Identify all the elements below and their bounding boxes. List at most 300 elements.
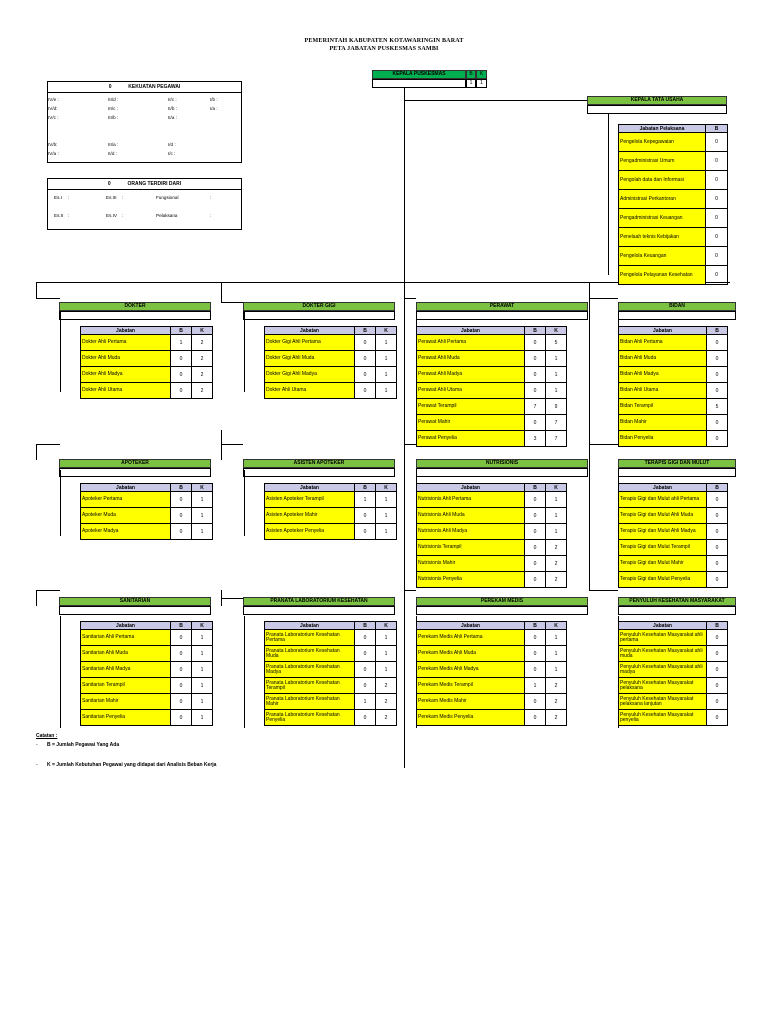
tata-usaha-bar: KEPALA TATA USAHA [587, 96, 727, 105]
b-value-cell: 0 [707, 556, 728, 572]
group-bar: SANITARIAN [59, 597, 211, 606]
jabatan-name-cell: Apoteker Pertama [81, 492, 171, 508]
summary-kekuatan-cell: II/b : [168, 106, 177, 111]
k-value-cell: 2 [546, 678, 567, 694]
group-bar: APOTEKER [59, 459, 211, 468]
jabatan-name-cell: Apoteker Madya [81, 524, 171, 540]
b-value-cell: 1 [171, 335, 192, 351]
b-value-cell: 0 [707, 630, 728, 646]
col-jabatan: Jabatan [81, 484, 171, 492]
summary-kekuatan-label: KEKUATAN PEGAWAI [128, 84, 181, 90]
col-k: K [192, 484, 213, 492]
b-value-cell: 0 [525, 572, 546, 588]
k-value-cell: 5 [546, 335, 567, 351]
col-jabatan: Jabatan [417, 327, 525, 335]
jabatan-name-cell: Sanitarian Mahir [81, 694, 171, 710]
table-row [619, 190, 728, 209]
table-row [619, 399, 728, 415]
jabatan-name-cell: Pengelola Kepegawaian [619, 133, 706, 152]
jabatan-name-cell: Perawat Ahli Utama [417, 383, 525, 399]
k-value-cell: 1 [546, 492, 567, 508]
jabatan-name-cell: Perawat Ahli Madya [417, 367, 525, 383]
jabatan-name-cell: Dokter Gigi Ahli Madya [265, 367, 355, 383]
k-value-cell: 2 [546, 540, 567, 556]
b-value-cell: 0 [171, 710, 192, 726]
table-header-row [619, 327, 728, 335]
table-row [417, 662, 567, 678]
group-under-box [618, 468, 736, 477]
jabatan-name-cell: Perawat Mahir [417, 415, 525, 431]
b-value-cell: 0 [706, 152, 728, 171]
table-row [81, 646, 213, 662]
jabatan-name-cell: Dokter Gigi Ahli Muda [265, 351, 355, 367]
summary-orang-cell: Es.I [54, 195, 62, 200]
table-row [265, 630, 397, 646]
jabatan-name-cell: Bidan Ahli Madya [619, 367, 707, 383]
jabatan-name-cell: Dokter Ahli Pertama [81, 335, 171, 351]
jabatan-name-cell: Terapis Gigi dan Mulut Mahir [619, 556, 707, 572]
table-row [417, 492, 567, 508]
table-row [619, 209, 728, 228]
group-table [264, 483, 397, 540]
table-header-row [81, 484, 213, 492]
k-value-cell: 1 [546, 524, 567, 540]
b-value-cell: 0 [707, 367, 728, 383]
b-value-cell: 0 [707, 431, 728, 447]
jabatan-name-cell: Penelaah teknis Kebijakan [619, 228, 706, 247]
table-row [417, 540, 567, 556]
group-bar: NUTRISIONIS [416, 459, 588, 468]
table-row [81, 351, 213, 367]
table-row [619, 694, 728, 710]
group-table [416, 326, 567, 447]
b-value-cell: 5 [707, 399, 728, 415]
table-row [265, 524, 397, 540]
jabatan-name-cell: Sanitarian Terampil [81, 678, 171, 694]
b-value-cell: 0 [707, 540, 728, 556]
kepala-name-cell [372, 79, 466, 88]
b-value-cell: 3 [525, 431, 546, 447]
col-jabatan: Jabatan [265, 327, 355, 335]
k-value-cell: 2 [546, 710, 567, 726]
table-header-row [619, 622, 728, 630]
b-value-cell: 0 [707, 508, 728, 524]
table-row [81, 524, 213, 540]
k-value-cell: 1 [192, 710, 213, 726]
k-value-cell: 1 [546, 646, 567, 662]
k-value-cell: 1 [546, 630, 567, 646]
jabatan-name-cell: Dokter Ahli Madya [81, 367, 171, 383]
col-b: B [171, 327, 192, 335]
k-value-cell: 7 [546, 415, 567, 431]
table-row [417, 383, 567, 399]
table-row [619, 228, 728, 247]
group-bar: PENYULUH KESEHATAN MASYARAKAT [618, 597, 736, 606]
col-b: B [525, 327, 546, 335]
table-row [619, 508, 728, 524]
table-row [619, 572, 728, 588]
jabatan-name-cell: Pranata Laboratorium Kesehatan Mahir [265, 694, 355, 710]
table-row [265, 710, 397, 726]
table-header-row [265, 622, 397, 630]
jabatan-name-cell: Sanitarian Ahli Madya [81, 662, 171, 678]
col-k: K [192, 327, 213, 335]
table-row [265, 662, 397, 678]
jabatan-name-cell: Terapis Gigi dan Mulut Terampil [619, 540, 707, 556]
kepala-k-header: K [476, 70, 487, 79]
jabatan-name-cell: Asisten Apoteker Terampil [265, 492, 355, 508]
col-b: B [707, 484, 728, 492]
col-b: B [355, 622, 376, 630]
b-value-cell: 0 [706, 266, 728, 285]
jabatan-name-cell: Dokter Ahli Utama [81, 383, 171, 399]
b-value-cell: 0 [525, 556, 546, 572]
summary-kekuatan-cell: II/d : [108, 151, 117, 156]
b-value-cell: 0 [525, 492, 546, 508]
b-value-cell: 0 [171, 662, 192, 678]
col-b: B [707, 622, 728, 630]
k-value-cell: 1 [546, 383, 567, 399]
summary-kekuatan-cell: I/a : [210, 106, 218, 111]
b-value-cell: 0 [355, 383, 376, 399]
summary-kekuatan-cell: I/b : [210, 97, 218, 102]
jabatan-name-cell: Pranata Laboratorium Kesehatan Muda [265, 646, 355, 662]
notes-k-definition: K = Jumlah Kebutuhan Pegawai yang didapat dari Analisis Beban Kerja [47, 762, 217, 768]
kepala-k-value: 1 [476, 79, 487, 88]
b-value-cell: 0 [706, 171, 728, 190]
table-row [417, 508, 567, 524]
b-value-cell: 0 [706, 190, 728, 209]
jabatan-name-cell: Sanitarian Penyelia [81, 710, 171, 726]
jabatan-name-cell: Sanitarian Ahli Muda [81, 646, 171, 662]
col-b: B [355, 327, 376, 335]
b-value-cell: 0 [171, 508, 192, 524]
table-row [417, 630, 567, 646]
col-jabatan: Jabatan [265, 484, 355, 492]
jabatan-name-cell: Perawat Terampil [417, 399, 525, 415]
jabatan-name-cell: Dokter Gigi Ahli Pertama [265, 335, 355, 351]
k-value-cell: 2 [376, 678, 397, 694]
k-value-cell: 1 [192, 630, 213, 646]
summary-kekuatan-cell: I/c : [168, 151, 176, 156]
table-row [619, 630, 728, 646]
k-value-cell: 1 [192, 646, 213, 662]
group-table [416, 621, 567, 726]
table-row [619, 662, 728, 678]
summary-orang-header [48, 179, 241, 190]
jabatan-name-cell: Dokter Ahli Utama [265, 383, 355, 399]
jabatan-name-cell: Perekam Medis Terampil [417, 678, 525, 694]
b-value-cell: 0 [355, 524, 376, 540]
b-value-cell: 0 [525, 646, 546, 662]
table-row [417, 572, 567, 588]
col-jabatan: Jabatan [81, 622, 171, 630]
table-row [619, 556, 728, 572]
col-b: B [355, 484, 376, 492]
group-under-box [59, 311, 211, 320]
table-row [619, 710, 728, 726]
jabatan-name-cell: Nutrisionis Ahli Pertama [417, 492, 525, 508]
summary-kekuatan-cell: I/d : [168, 142, 176, 147]
table-row [265, 678, 397, 694]
col-k: K [376, 484, 397, 492]
jabatan-name-cell: Terapis Gigi dan Mulut Ahli Muda [619, 508, 707, 524]
table-header-row [417, 327, 567, 335]
b-value-cell: 0 [525, 335, 546, 351]
table-row [619, 351, 728, 367]
b-value-cell: 0 [355, 630, 376, 646]
jabatan-name-cell: Bidan Ahli Pertama [619, 335, 707, 351]
group-under-box [59, 606, 211, 615]
table-header-row [265, 327, 397, 335]
k-value-cell: 1 [376, 508, 397, 524]
jabatan-name-cell: Pengelola Keuangan [619, 247, 706, 266]
k-value-cell: 9 [546, 399, 567, 415]
summary-kekuatan-count: 0 [108, 84, 112, 90]
jabatan-name-cell: Asisten Apoteker Penyelia [265, 524, 355, 540]
jabatan-name-cell: Pranata Laboratorium Kesehatan Terampil [265, 678, 355, 694]
table-row [265, 646, 397, 662]
group-bar: PEREKAM MEDIS [416, 597, 588, 606]
table-row [619, 678, 728, 694]
k-value-cell: 1 [192, 678, 213, 694]
b-value-cell: 0 [355, 710, 376, 726]
table-header-row [265, 484, 397, 492]
b-value-cell: 0 [525, 351, 546, 367]
jabatan-name-cell: Pranata Laboratorium Kesehatan Pertama [265, 630, 355, 646]
table-row [417, 678, 567, 694]
jabatan-name-cell: Pengadministrasi Umum [619, 152, 706, 171]
group-bar: DOKTER GIGI [243, 302, 395, 311]
jabatan-name-cell: Perawat Ahli Muda [417, 351, 525, 367]
col-b: B [171, 622, 192, 630]
jabatan-name-cell: Sanitarian Ahli Pertama [81, 630, 171, 646]
b-value-cell: 0 [707, 415, 728, 431]
b-value-cell: 0 [355, 662, 376, 678]
group-bar: PERAWAT [416, 302, 588, 311]
table-row [265, 351, 397, 367]
group-table [264, 326, 397, 399]
summary-orang-cell: : [122, 213, 124, 218]
group-under-box [243, 311, 395, 320]
b-value-cell: 0 [706, 247, 728, 266]
col-jabatan: Jabatan [81, 327, 171, 335]
summary-orang-cell: : [68, 213, 70, 218]
kepala-puskesmas-label: KEPALA PUSKESMAS [372, 70, 466, 79]
jabatan-name-cell: Terapis Gigi dan Mulut ahli Pertama [619, 492, 707, 508]
col-jabatan: Jabatan [265, 622, 355, 630]
group-under-box [416, 311, 588, 320]
jabatan-name-cell: Penyuluh Kesehatan Masyarakat pelaksana [619, 678, 707, 694]
b-value-cell: 0 [525, 415, 546, 431]
col-jabatan: Jabatan [619, 484, 707, 492]
k-value-cell: 1 [546, 351, 567, 367]
summary-kekuatan-cell: III/d : [108, 97, 119, 102]
k-value-cell: 1 [376, 646, 397, 662]
summary-orang-cell: Fungsional [156, 195, 179, 200]
col-jabatan: Jabatan [619, 622, 707, 630]
b-value-cell: 0 [171, 383, 192, 399]
b-value-cell: 0 [355, 335, 376, 351]
b-value-cell: 0 [707, 678, 728, 694]
k-value-cell: 1 [376, 662, 397, 678]
jabatan-name-cell: Penyuluh Kesehatan Masyarakat pelaksana lanjutan [619, 694, 707, 710]
jabatan-name-cell: Perekam Medis Ahli Muda [417, 646, 525, 662]
table-row [265, 383, 397, 399]
group-under-box [243, 468, 395, 477]
b-value-cell: 1 [355, 694, 376, 710]
table-row [417, 646, 567, 662]
group-under-box [416, 606, 588, 615]
jabatan-name-cell: Perekam Medis Mahir [417, 694, 525, 710]
group-bar: BIDAN [618, 302, 736, 311]
table-header-row [81, 622, 213, 630]
jabatan-name-cell: Terapis Gigi dan Mulut Ahli Madya [619, 524, 707, 540]
summary-kekuatan-cell: III/b : [108, 115, 119, 120]
group-table [80, 326, 213, 399]
b-value-cell: 0 [707, 335, 728, 351]
group-under-box [618, 311, 736, 320]
group-under-box [59, 468, 211, 477]
k-value-cell: 1 [192, 662, 213, 678]
b-value-cell: 0 [171, 351, 192, 367]
table-header-row [417, 622, 567, 630]
kepala-b-value: 1 [466, 79, 476, 88]
table-row [265, 367, 397, 383]
jabatan-name-cell: Penyuluh Kesehatan Masyarakat ahli madya [619, 662, 707, 678]
k-value-cell: 2 [376, 710, 397, 726]
k-value-cell: 2 [192, 335, 213, 351]
tata-usaha-col-b: B [706, 125, 728, 133]
b-value-cell: 0 [706, 228, 728, 247]
table-row [417, 431, 567, 447]
k-value-cell: 1 [376, 351, 397, 367]
summary-orang-label: ORANG TERDIRI DARI [127, 181, 182, 187]
jabatan-name-cell: Perekam Medis Ahli Pertama [417, 630, 525, 646]
group-under-box [416, 468, 588, 477]
b-value-cell: 0 [525, 383, 546, 399]
jabatan-name-cell: Pengolah data dan Informasi [619, 171, 706, 190]
col-k: K [546, 327, 567, 335]
notes-heading: Catatan : [36, 733, 58, 739]
jabatan-name-cell: Bidan Ahli Utama [619, 383, 707, 399]
col-b: B [525, 622, 546, 630]
summary-orang-count: 0 [107, 181, 111, 187]
k-value-cell: 1 [376, 492, 397, 508]
k-value-cell: 1 [376, 630, 397, 646]
kepala-b-header: B [466, 70, 476, 79]
b-value-cell: 0 [171, 524, 192, 540]
b-value-cell: 0 [171, 630, 192, 646]
b-value-cell: 0 [171, 492, 192, 508]
table-row [417, 367, 567, 383]
jabatan-name-cell: Nutrisionis Mahir [417, 556, 525, 572]
jabatan-name-cell: Perekam Medis Ahli Madya [417, 662, 525, 678]
b-value-cell: 0 [525, 367, 546, 383]
summary-orang-cell: : [68, 195, 70, 200]
summary-kekuatan-cell: II/c : [168, 97, 177, 102]
table-row [417, 694, 567, 710]
b-value-cell: 0 [171, 367, 192, 383]
k-value-cell: 1 [376, 383, 397, 399]
b-value-cell: 1 [355, 492, 376, 508]
tata-usaha-col-jabatan: Jabatan Pelaksana [619, 125, 706, 133]
table-row [81, 508, 213, 524]
b-value-cell: 0 [525, 508, 546, 524]
table-row [81, 630, 213, 646]
jabatan-name-cell: Terapis Gigi dan Mulut Penyelia [619, 572, 707, 588]
table-row [265, 508, 397, 524]
summary-orang-cell: Es.IV [106, 213, 117, 218]
b-value-cell: 0 [525, 540, 546, 556]
table-row [265, 492, 397, 508]
summary-orang-cell: Pelaksana [156, 213, 178, 218]
k-value-cell: 1 [376, 367, 397, 383]
table-row [81, 678, 213, 694]
jabatan-name-cell: Pranata Laboratorium Kesehatan Penyelia [265, 710, 355, 726]
jabatan-name-cell: Pranata Laboratorium Kesehatan Madya [265, 662, 355, 678]
k-value-cell: 2 [192, 367, 213, 383]
col-k: K [546, 484, 567, 492]
group-table [416, 483, 567, 588]
summary-kekuatan-cell: II/a : [168, 115, 177, 120]
tata-usaha-under-box [587, 105, 727, 114]
k-value-cell: 1 [192, 492, 213, 508]
group-bar: PRANATA LABORATORIUM KESEHATAN [243, 597, 395, 606]
b-value-cell: 7 [525, 399, 546, 415]
k-value-cell: 1 [376, 335, 397, 351]
group-bar: TERAPIS GIGI DAN MULUT [618, 459, 736, 468]
jabatan-name-cell: Perekam Medis Penyelia [417, 710, 525, 726]
table-row [81, 710, 213, 726]
b-value-cell: 0 [525, 710, 546, 726]
table-row [417, 710, 567, 726]
jabatan-name-cell: Pengadministrasi Keuangan [619, 209, 706, 228]
summary-kekuatan-cell: III/a : [108, 142, 119, 147]
table-row [619, 367, 728, 383]
k-value-cell: 7 [546, 431, 567, 447]
summary-kekuatan-cell: III/c : [108, 106, 118, 111]
jabatan-name-cell: Pengelola Pelayanan Kesehatan [619, 266, 706, 285]
k-value-cell: 2 [546, 694, 567, 710]
k-value-cell: 1 [192, 524, 213, 540]
table-row [619, 266, 728, 285]
b-value-cell: 0 [525, 524, 546, 540]
group-under-box [243, 606, 395, 615]
table-row [81, 367, 213, 383]
notes-b-definition: B = Jumlah Pegawai Yang Ada [47, 742, 120, 748]
jabatan-name-cell: Bidan Penyelia [619, 431, 707, 447]
b-value-cell: 0 [171, 678, 192, 694]
table-row [619, 415, 728, 431]
b-value-cell: 0 [171, 694, 192, 710]
col-b: B [525, 484, 546, 492]
b-value-cell: 0 [525, 694, 546, 710]
summary-orang-cell: : [210, 195, 212, 200]
table-row [619, 431, 728, 447]
b-value-cell: 0 [355, 367, 376, 383]
b-value-cell: 0 [707, 572, 728, 588]
k-value-cell: 1 [546, 662, 567, 678]
summary-kekuatan-cell: IV/d: [48, 106, 58, 111]
table-row [81, 492, 213, 508]
summary-kekuatan-cell: IV/b: [48, 142, 58, 147]
k-value-cell: 2 [546, 556, 567, 572]
table-row [619, 492, 728, 508]
group-table [618, 326, 728, 447]
table-header-row [417, 484, 567, 492]
table-row [417, 415, 567, 431]
